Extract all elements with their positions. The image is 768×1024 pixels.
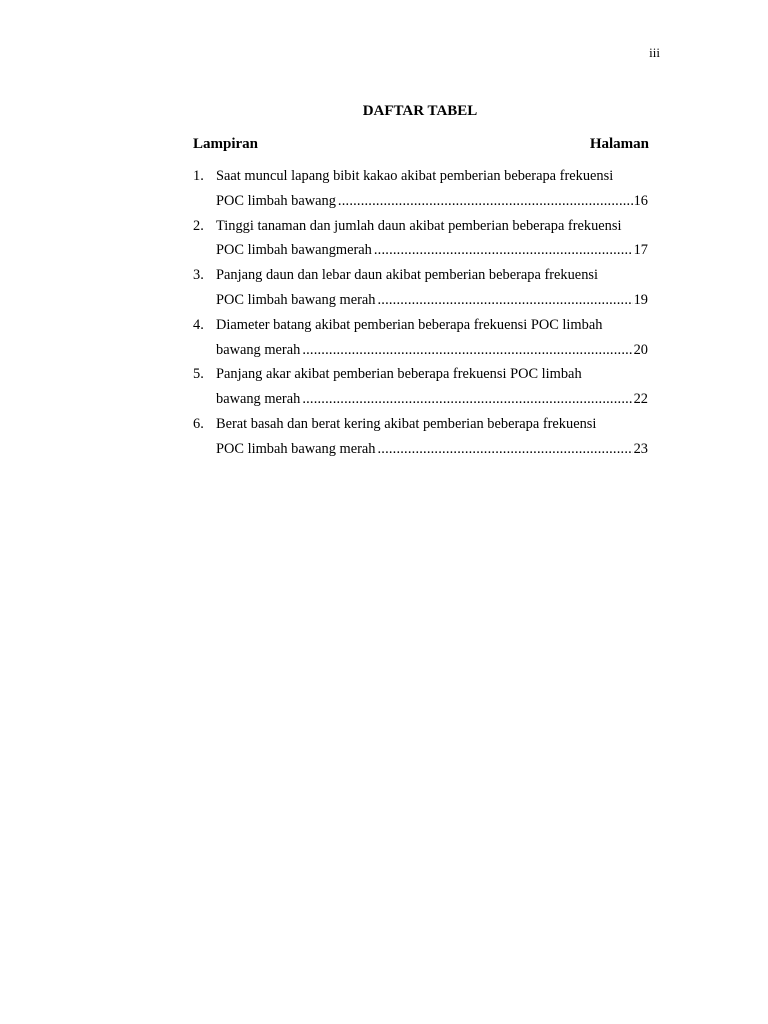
entry-first-line: [193, 263, 649, 288]
list-item: [193, 313, 649, 363]
entry-title: Saat muncul lapang bibit kakao akibat pemberian beberapa frekuensi: [216, 168, 614, 184]
entry-title-continued: POC limbah bawangmerah: [216, 242, 372, 259]
entry-second-line: [193, 387, 648, 412]
entry-first-line: [193, 412, 649, 437]
dot-leader: [338, 189, 633, 214]
entry-second-line: [193, 238, 648, 263]
list-item: [193, 412, 649, 462]
entry-first-line: [193, 164, 649, 189]
entry-first-line: [193, 313, 649, 338]
column-header-row: [193, 136, 649, 153]
entry-title-continued: bawang merah: [216, 391, 301, 408]
page-title: DAFTAR TABEL: [362, 103, 478, 119]
page-number: iii: [649, 45, 660, 60]
entry-title: Panjang akar akibat pemberian beberapa frekuensi POC limbah: [216, 366, 582, 383]
entry-page: 16: [633, 192, 648, 209]
entry-second-line: [193, 338, 648, 363]
entry-number: 1.: [193, 168, 204, 184]
list-item: [193, 214, 649, 264]
entry-first-line: [193, 214, 649, 239]
entry-title: Diameter batang akibat pemberian beberapa frekuensi POC limbah: [216, 316, 603, 333]
column-header-halaman: Halaman: [589, 136, 649, 152]
entry-second-line: [193, 437, 648, 462]
dot-leader: [302, 338, 632, 363]
dot-leader: [374, 238, 633, 263]
entry-second-line: [193, 288, 648, 313]
entry-title: Berat basah dan berat kering akibat pemberian beberapa frekuensi: [216, 415, 597, 432]
entry-title: Panjang daun dan lebar daun akibat pemberian beberapa frekuensi: [216, 267, 598, 284]
list-item: [193, 164, 649, 214]
dot-leader: [302, 387, 632, 412]
entry-page: 23: [633, 440, 648, 457]
entry-number: 5.: [193, 366, 204, 383]
entry-number: 6.: [193, 415, 204, 432]
table-list: [193, 164, 649, 462]
dot-leader: [377, 288, 632, 313]
dot-leader: [377, 437, 632, 462]
entry-number: 3.: [193, 267, 204, 284]
entry-page: 22: [633, 391, 648, 408]
list-item: [193, 263, 649, 313]
entry-page: 17: [633, 242, 648, 259]
entry-number: 4.: [193, 316, 204, 333]
entry-title-continued: POC limbah bawang merah: [216, 291, 376, 308]
entry-title-continued: POC limbah bawang: [216, 192, 336, 209]
entry-number: 2.: [193, 217, 204, 234]
entry-page: 19: [633, 291, 648, 308]
entry-title-continued: POC limbah bawang merah: [216, 440, 376, 457]
entry-title-continued: bawang merah: [216, 341, 301, 358]
entry-first-line: [193, 362, 649, 387]
entry-second-line: [193, 189, 648, 214]
entry-title: Tinggi tanaman dan jumlah daun akibat pemberian beberapa frekuensi: [216, 217, 622, 234]
entry-page: 20: [633, 341, 648, 358]
list-item: [193, 362, 649, 412]
column-header-lampiran: Lampiran: [193, 136, 259, 152]
